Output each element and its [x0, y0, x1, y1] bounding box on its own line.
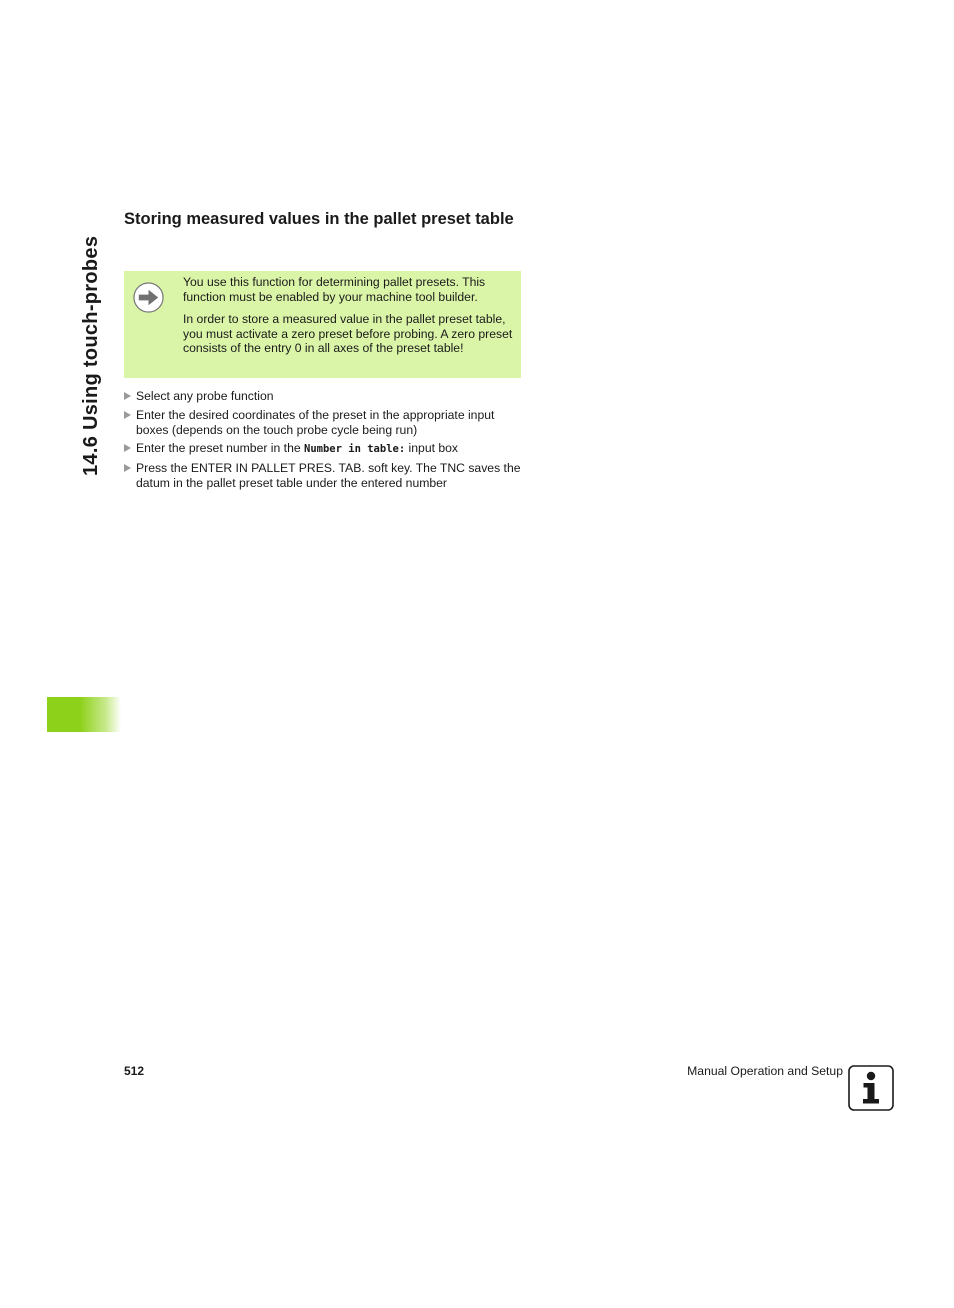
triangle-bullet-icon: [124, 464, 131, 472]
chapter-side-title: [78, 214, 108, 476]
note-box: [124, 271, 521, 378]
chapter-side-title-text: 14.6 Using touch-probes: [80, 235, 102, 476]
section-heading: Storing measured values in the pallet preset table: [124, 210, 514, 228]
step-list: [124, 389, 524, 495]
step-text: Select any probe function: [136, 389, 274, 403]
arrow-right-icon: [133, 282, 164, 313]
step-text: Press the ENTER IN PALLET PRES. TAB. soft key. The TNC saves the datum in the pallet preset table under the entered number: [136, 461, 521, 490]
step-text-after: input box: [405, 441, 459, 456]
step-text-before: Enter the preset number in the: [136, 441, 305, 456]
step-item: [124, 461, 524, 491]
footer-title: Manual Operation and Setup: [687, 1064, 843, 1078]
note-text: [183, 275, 513, 364]
step-item: [124, 441, 524, 457]
page-number: 512: [124, 1064, 145, 1078]
step-item: [124, 408, 524, 438]
triangle-bullet-icon: [124, 444, 131, 452]
step-text: Enter the desired coordinates of the preset in the appropriate input boxes (depends on the touch probe cycle being run): [136, 407, 495, 437]
chapter-tab-marker: [47, 697, 121, 732]
step-item: [124, 389, 524, 404]
note-paragraph: You use this function for determining pallet presets. This function must be enabled by your machine tool builder.: [183, 275, 486, 304]
triangle-bullet-icon: [124, 392, 131, 400]
triangle-bullet-icon: [124, 411, 131, 419]
note-paragraph: In order to store a measured value in the pallet preset table, you must activate a zero preset before probing. A zero preset consists of the entry 0 in all axes of the preset table!: [183, 312, 513, 355]
info-icon: [848, 1065, 894, 1111]
step-code-label: Number in table:: [304, 443, 406, 456]
